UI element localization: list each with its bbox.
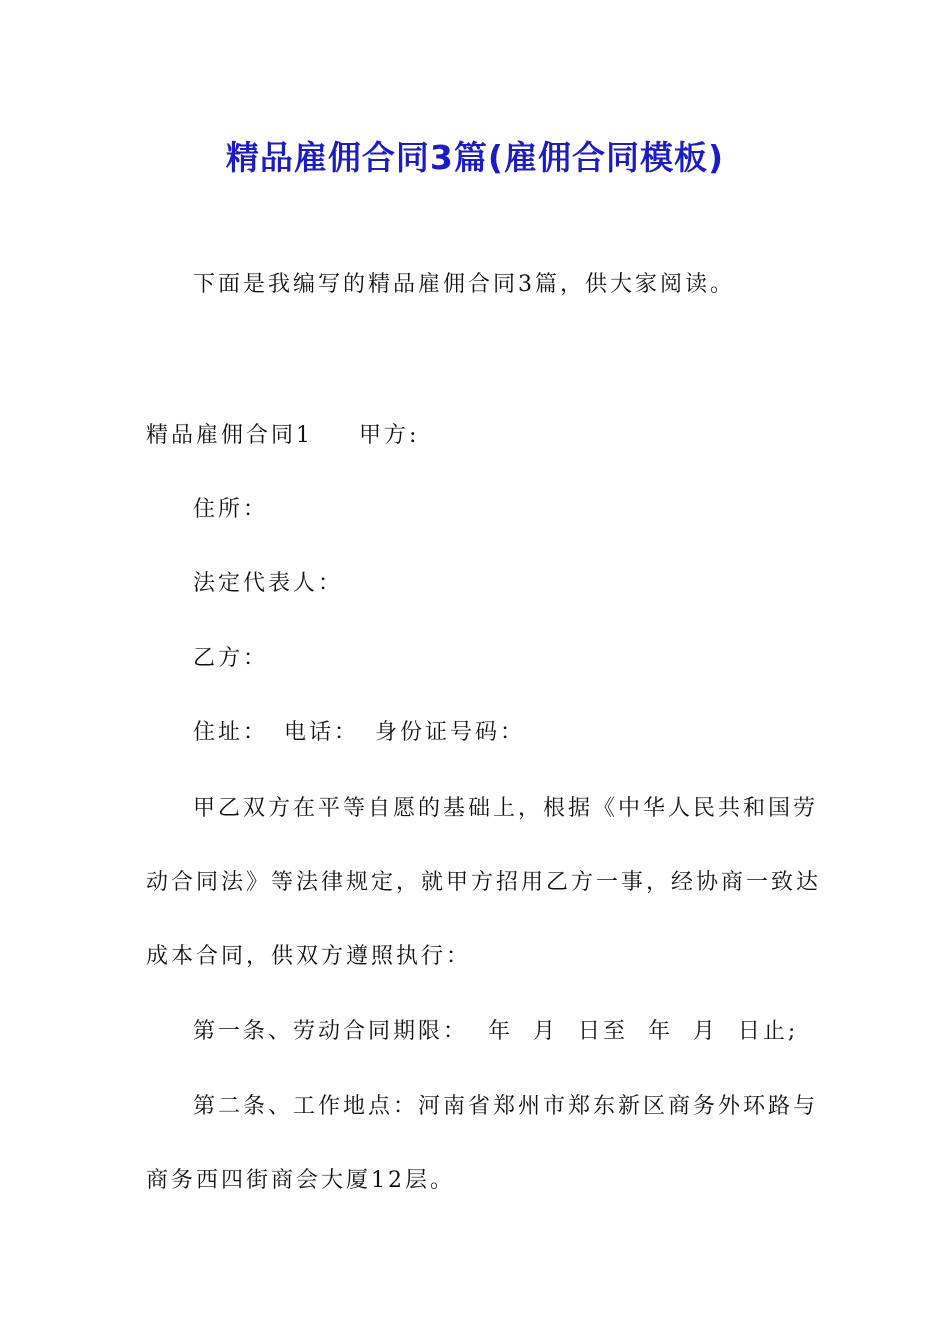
address-label: 住址：	[193, 720, 269, 745]
contact-line	[193, 718, 525, 748]
preamble-line-1: 甲乙双方在平等自愿的基础上，根据《中华人民共和国劳	[193, 796, 819, 821]
section-heading-line	[146, 421, 419, 451]
party-a-label: 甲方:	[359, 423, 420, 448]
legal-rep-label: 法定代表人：	[193, 571, 344, 596]
residence-label: 住所：	[193, 497, 269, 522]
phone-label: 电话：	[284, 720, 360, 745]
party-b-label: 乙方：	[193, 646, 269, 671]
article-2-line-1: 第二条、工作地点：河南省郑州市郑东新区商务外环路与	[193, 1094, 819, 1119]
preamble-line-3: 成本合同，供双方遵照执行：	[146, 944, 472, 969]
section-heading: 精品雇佣合同1	[146, 423, 313, 448]
preamble-line-2: 动合同法》等法律规定，就甲方招用乙方一事，经协商一致达	[146, 870, 822, 895]
document-title: 精品雇佣合同3篇(雇佣合同模板)	[225, 138, 725, 177]
intro-text: 下面是我编写的精品雇佣合同3篇，供大家阅读。	[193, 272, 735, 297]
id-number-label: 身份证号码：	[375, 720, 526, 745]
article-2-line-2: 商务西四街商会大厦12层。	[146, 1168, 455, 1193]
article-1: 第一条、劳动合同期限： 年 月 日至 年 月 日止;	[193, 1019, 799, 1044]
